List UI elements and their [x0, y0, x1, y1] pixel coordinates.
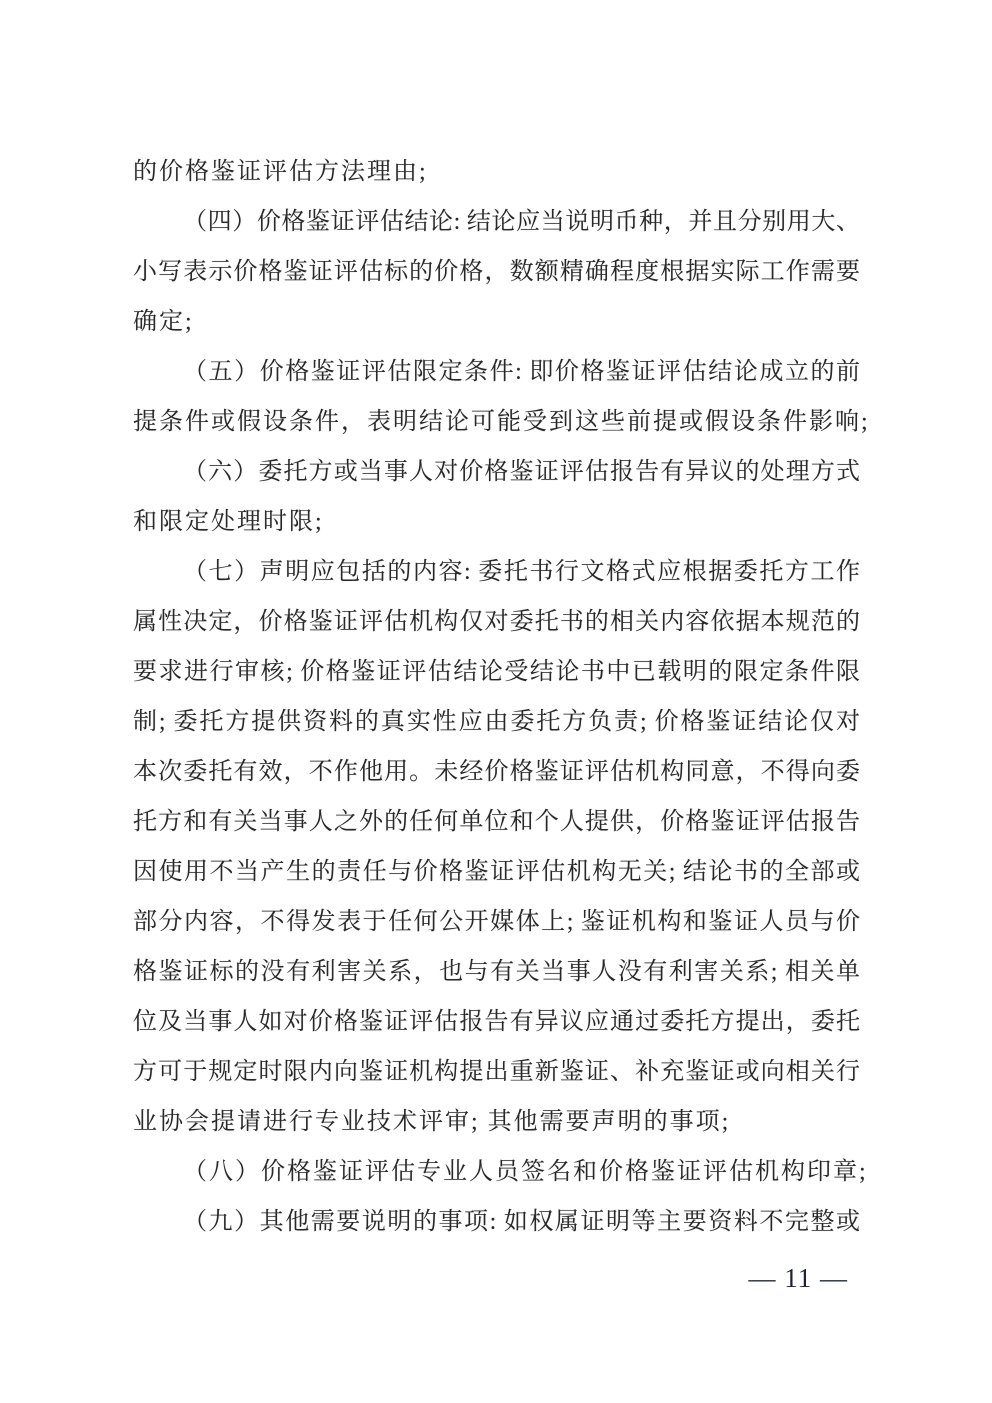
- text-line: 托方和有关当事人之外的任何单位和个人提供，价格鉴证评估报告: [133, 809, 860, 835]
- text-line: （八）价格鉴证评估专业人员签名和价格鉴证评估机构印章;: [183, 1159, 868, 1185]
- text-line: （六）委托方或当事人对价格鉴证评估报告有异议的处理方式: [183, 459, 860, 485]
- document-body: [133, 147, 870, 1247]
- text-line: （九）其他需要说明的事项: 如权属证明等主要资料不完整或: [183, 1209, 860, 1235]
- text-line: 的价格鉴证评估方法理由;: [133, 159, 428, 185]
- text-line: （四）价格鉴证评估结论: 结论应当说明币种，并且分别用大、: [183, 209, 860, 235]
- text-line: 提条件或假设条件，表明结论可能受到这些前提或假设条件影响;: [133, 409, 870, 435]
- text-line: 格鉴证标的没有利害关系，也与有关当事人没有利害关系; 相关单: [133, 959, 860, 985]
- text-line: 本次委托有效，不作他用。未经价格鉴证评估机构同意，不得向委: [133, 759, 860, 785]
- text-line: 和限定处理时限;: [133, 509, 324, 535]
- text-line: 位及当事人如对价格鉴证评估报告有异议应通过委托方提出，委托: [133, 1009, 860, 1035]
- text-line: （五）价格鉴证评估限定条件: 即价格鉴证评估结论成立的前: [183, 359, 860, 385]
- page-number: — 11 —: [748, 1263, 848, 1293]
- text-line: 部分内容，不得发表于任何公开媒体上; 鉴证机构和鉴证人员与价: [133, 909, 860, 935]
- text-line: 因使用不当产生的责任与价格鉴证评估机构无关; 结论书的全部或: [133, 859, 860, 885]
- text-line: 业协会提请进行专业技术评审; 其他需要声明的事项;: [133, 1109, 731, 1135]
- text-line: 方可于规定时限内向鉴证机构提出重新鉴证、补充鉴证或向相关行: [133, 1059, 860, 1085]
- text-line: （七）声明应包括的内容: 委托书行文格式应根据委托方工作: [183, 559, 860, 585]
- text-line: 确定;: [133, 309, 194, 335]
- text-line: 要求进行审核; 价格鉴证评估结论受结论书中已载明的限定条件限: [133, 659, 860, 685]
- text-line: 属性决定，价格鉴证评估机构仅对委托书的相关内容依据本规范的: [133, 609, 860, 635]
- text-line: 小写表示价格鉴证评估标的价格，数额精确程度根据实际工作需要: [133, 259, 860, 285]
- text-line: 制; 委托方提供资料的真实性应由委托方负责; 价格鉴证结论仅对: [133, 709, 860, 735]
